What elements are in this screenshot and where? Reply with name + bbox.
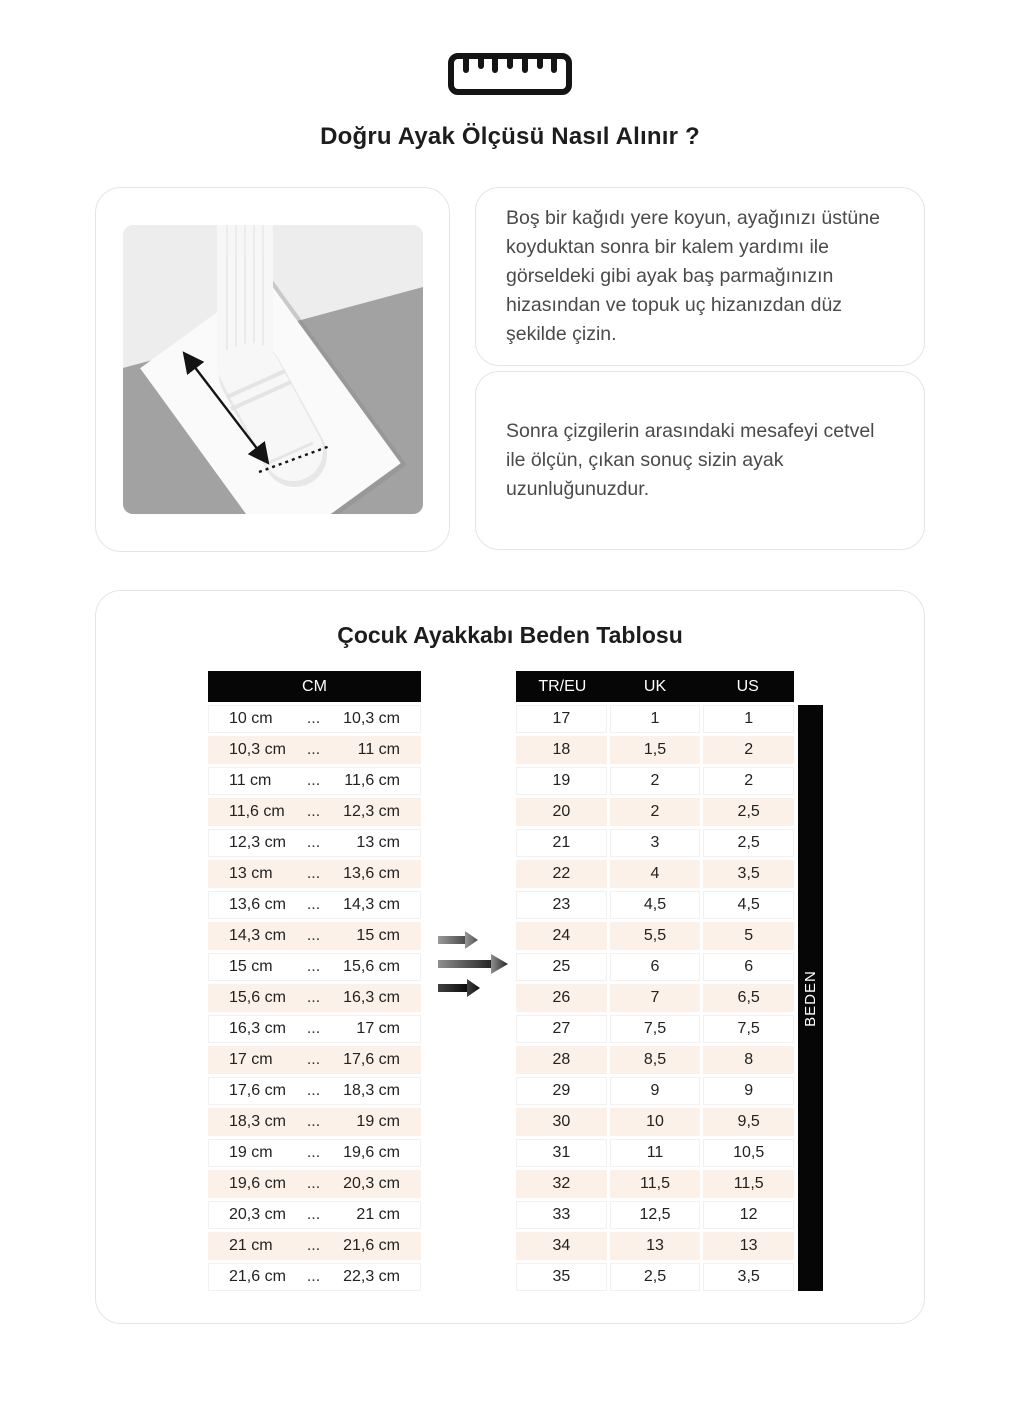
cm-table-body xyxy=(208,705,421,1291)
table-row xyxy=(516,1077,794,1105)
cell: 3 xyxy=(610,829,701,857)
cell: ... xyxy=(306,803,321,820)
cell: 18,3 cm xyxy=(343,1082,400,1099)
cell: 2,5 xyxy=(703,798,794,826)
table-row xyxy=(208,1139,421,1167)
cell: 2 xyxy=(703,736,794,764)
table-row xyxy=(516,922,794,950)
cell: 15,6 cm xyxy=(343,958,400,975)
page-title: Doğru Ayak Ölçüsü Nasıl Alınır ? xyxy=(320,123,700,150)
table-row xyxy=(516,891,794,919)
cell: 29 xyxy=(516,1077,607,1105)
cell: 13 cm xyxy=(229,865,273,882)
mapping-arrows xyxy=(421,655,516,1272)
cell: 17 cm xyxy=(229,1051,273,1068)
size-guide-page xyxy=(0,53,1020,1324)
cell: 22 xyxy=(516,860,607,888)
table-row xyxy=(516,1232,794,1260)
cell: ... xyxy=(306,1051,321,1068)
arrow-right-icon xyxy=(438,931,478,949)
cell: 10 cm xyxy=(229,710,273,727)
table-row xyxy=(516,798,794,826)
cell: 10 xyxy=(610,1108,701,1136)
cell: 16,3 cm xyxy=(343,989,400,1006)
table-row xyxy=(208,829,421,857)
cell: 6 xyxy=(610,953,701,981)
cell: ... xyxy=(306,741,321,758)
cell: 1 xyxy=(610,705,701,733)
table-row xyxy=(208,1170,421,1198)
table-row xyxy=(208,1108,421,1136)
cell: ... xyxy=(306,772,321,789)
cell: 13 xyxy=(703,1232,794,1260)
cell: 15,6 cm xyxy=(229,989,286,1006)
cell: 2,5 xyxy=(703,829,794,857)
table-row xyxy=(208,1201,421,1229)
cell: 11,6 cm xyxy=(229,803,285,820)
cell: ... xyxy=(306,710,321,727)
cell: ... xyxy=(306,834,321,851)
table-row xyxy=(516,829,794,857)
cell: 12 xyxy=(703,1201,794,1229)
cell: 7,5 xyxy=(610,1015,701,1043)
table-row xyxy=(516,1015,794,1043)
foot-measurement-image-card xyxy=(95,187,450,552)
foot-measurement-illustration xyxy=(123,225,423,514)
size-table-body xyxy=(516,705,794,1291)
how-to-section xyxy=(95,187,925,552)
table-row xyxy=(208,1232,421,1260)
table-row xyxy=(208,1263,421,1291)
cell: 2 xyxy=(610,767,701,795)
cell: 32 xyxy=(516,1170,607,1198)
cell: 26 xyxy=(516,984,607,1012)
col-header-uk: UK xyxy=(643,677,667,695)
table-row xyxy=(516,1139,794,1167)
cell: ... xyxy=(306,1206,321,1223)
cell: 17,6 cm xyxy=(343,1051,400,1068)
table-row xyxy=(208,767,421,795)
table-row xyxy=(516,1170,794,1198)
cell: 21,6 cm xyxy=(229,1268,286,1285)
cell: 17 cm xyxy=(356,1020,400,1037)
cell: 10,3 cm xyxy=(343,710,400,727)
cell: 19 cm xyxy=(229,1144,273,1161)
table-row xyxy=(208,984,421,1012)
cell: 4,5 xyxy=(610,891,701,919)
cell: 13 xyxy=(610,1232,701,1260)
ruler-tick xyxy=(478,59,484,69)
col-header-us: US xyxy=(736,677,759,695)
cell: ... xyxy=(306,865,321,882)
cell: 22,3 cm xyxy=(343,1268,400,1285)
cell: 21,6 cm xyxy=(343,1237,400,1254)
ruler-tick xyxy=(507,59,513,69)
cell: 20 xyxy=(516,798,607,826)
table-row xyxy=(516,1046,794,1074)
table-row xyxy=(208,705,421,733)
cell: 8 xyxy=(703,1046,794,1074)
table-row xyxy=(208,1077,421,1105)
ruler-tick xyxy=(551,59,557,73)
cell: ... xyxy=(306,989,321,1006)
table-row xyxy=(516,984,794,1012)
cell: 4 xyxy=(610,860,701,888)
cell: 9 xyxy=(703,1077,794,1105)
table-row xyxy=(516,736,794,764)
cell: 8,5 xyxy=(610,1046,701,1074)
cell: 15 cm xyxy=(229,958,273,975)
cell: 19,6 cm xyxy=(343,1144,400,1161)
cell: 28 xyxy=(516,1046,607,1074)
cell: 5,5 xyxy=(610,922,701,950)
cell: ... xyxy=(306,1268,321,1285)
cell: 6,5 xyxy=(703,984,794,1012)
col-header-tr-eu: TR/EU xyxy=(538,677,587,695)
cell: 12,3 cm xyxy=(229,834,286,851)
cell: 6 xyxy=(703,953,794,981)
size-chart-tables xyxy=(208,671,924,1294)
beden-side-label xyxy=(798,705,823,1291)
cell: 7 xyxy=(610,984,701,1012)
cell: ... xyxy=(306,1175,321,1192)
cell: ... xyxy=(306,927,321,944)
ruler-icon xyxy=(448,53,572,95)
cell: 2,5 xyxy=(610,1263,701,1291)
cell: ... xyxy=(306,1237,321,1254)
instruction-step-2 xyxy=(475,371,925,550)
cell: ... xyxy=(306,958,321,975)
cell: 14,3 cm xyxy=(229,927,286,944)
cell: 21 cm xyxy=(229,1237,273,1254)
cell: ... xyxy=(306,896,321,913)
table-row xyxy=(516,705,794,733)
cell: 20,3 cm xyxy=(343,1175,400,1192)
cell: ... xyxy=(306,1144,321,1161)
cell: 11,6 cm xyxy=(344,772,400,789)
table-row xyxy=(516,953,794,981)
cell: 2 xyxy=(703,767,794,795)
cell: 27 xyxy=(516,1015,607,1043)
table-row xyxy=(208,798,421,826)
cell: 9,5 xyxy=(703,1108,794,1136)
cell: 12,3 cm xyxy=(343,803,400,820)
cell: 3,5 xyxy=(703,1263,794,1291)
cell: 18,3 cm xyxy=(229,1113,286,1130)
cell: 1,5 xyxy=(610,736,701,764)
cell: 11 xyxy=(610,1139,701,1167)
cell: 23 xyxy=(516,891,607,919)
cell: 34 xyxy=(516,1232,607,1260)
cell: ... xyxy=(306,1082,321,1099)
table-row xyxy=(516,767,794,795)
cell: 10,5 xyxy=(703,1139,794,1167)
cell: 13,6 cm xyxy=(343,865,400,882)
ruler-tick xyxy=(522,59,528,73)
ruler-tick xyxy=(537,59,543,69)
table-row xyxy=(208,922,421,950)
instruction-step-2-text: Sonra çizgilerin arasındaki mesafeyi cetvel ile ölçün, çıkan sonuç sizin ayak uzunluğunuzdur. xyxy=(506,420,875,500)
cell: 31 xyxy=(516,1139,607,1167)
cm-table-header: CM xyxy=(208,671,421,702)
table-row xyxy=(208,1015,421,1043)
table-row xyxy=(516,1263,794,1291)
table-row xyxy=(516,1201,794,1229)
size-table xyxy=(516,671,794,1294)
cell: 7,5 xyxy=(703,1015,794,1043)
cell: 21 xyxy=(516,829,607,857)
cell: 3,5 xyxy=(703,860,794,888)
cell: 35 xyxy=(516,1263,607,1291)
cell: ... xyxy=(306,1113,321,1130)
size-chart-title: Çocuk Ayakkabı Beden Tablosu xyxy=(337,622,683,648)
arrow-right-icon xyxy=(438,979,480,997)
table-row xyxy=(208,891,421,919)
size-chart-card xyxy=(95,590,925,1324)
instruction-steps xyxy=(475,187,925,552)
instruction-step-1 xyxy=(475,187,925,366)
cell: 13,6 cm xyxy=(229,896,286,913)
instruction-step-1-text: Boş bir kağıdı yere koyun, ayağınızı üstüne koyduktan sonra bir kalem yardımı ile görseldeki gibi ayak baş parmağınızın hizasından ve topuk uç hizanızdan düz şekilde çizin. xyxy=(506,207,880,345)
cell: 2 xyxy=(610,798,701,826)
cell: 9 xyxy=(610,1077,701,1105)
cell: 13 cm xyxy=(356,834,400,851)
table-row xyxy=(516,860,794,888)
cell: 1 xyxy=(703,705,794,733)
cell: 19 cm xyxy=(356,1113,400,1130)
table-row xyxy=(208,736,421,764)
cell: 11 cm xyxy=(229,772,272,789)
table-row xyxy=(516,1108,794,1136)
beden-label-text: BEDEN xyxy=(802,969,819,1027)
cell: 11,5 xyxy=(703,1170,794,1198)
cell: 14,3 cm xyxy=(343,896,400,913)
ruler-tick xyxy=(463,59,469,73)
cm-table xyxy=(208,671,421,1294)
size-table-header xyxy=(516,671,794,702)
cell: ... xyxy=(306,1020,321,1037)
cell: 20,3 cm xyxy=(229,1206,286,1223)
ruler-tick xyxy=(492,59,498,73)
cell: 5 xyxy=(703,922,794,950)
cell: 30 xyxy=(516,1108,607,1136)
table-row xyxy=(208,1046,421,1074)
cell: 19 xyxy=(516,767,607,795)
arrow-right-icon xyxy=(438,954,508,974)
cell: 17,6 cm xyxy=(229,1082,286,1099)
cell: 4,5 xyxy=(703,891,794,919)
cell: 21 cm xyxy=(356,1206,400,1223)
cell: 15 cm xyxy=(356,927,400,944)
cell: 10,3 cm xyxy=(229,741,286,758)
table-row xyxy=(208,860,421,888)
cell: 18 xyxy=(516,736,607,764)
cell: 11,5 xyxy=(610,1170,701,1198)
cell: 11 cm xyxy=(357,741,400,758)
cell: 17 xyxy=(516,705,607,733)
cell: 16,3 cm xyxy=(229,1020,286,1037)
table-row xyxy=(208,953,421,981)
cell: 24 xyxy=(516,922,607,950)
cell: 33 xyxy=(516,1201,607,1229)
cell: 12,5 xyxy=(610,1201,701,1229)
cell: 25 xyxy=(516,953,607,981)
cell: 19,6 cm xyxy=(229,1175,286,1192)
